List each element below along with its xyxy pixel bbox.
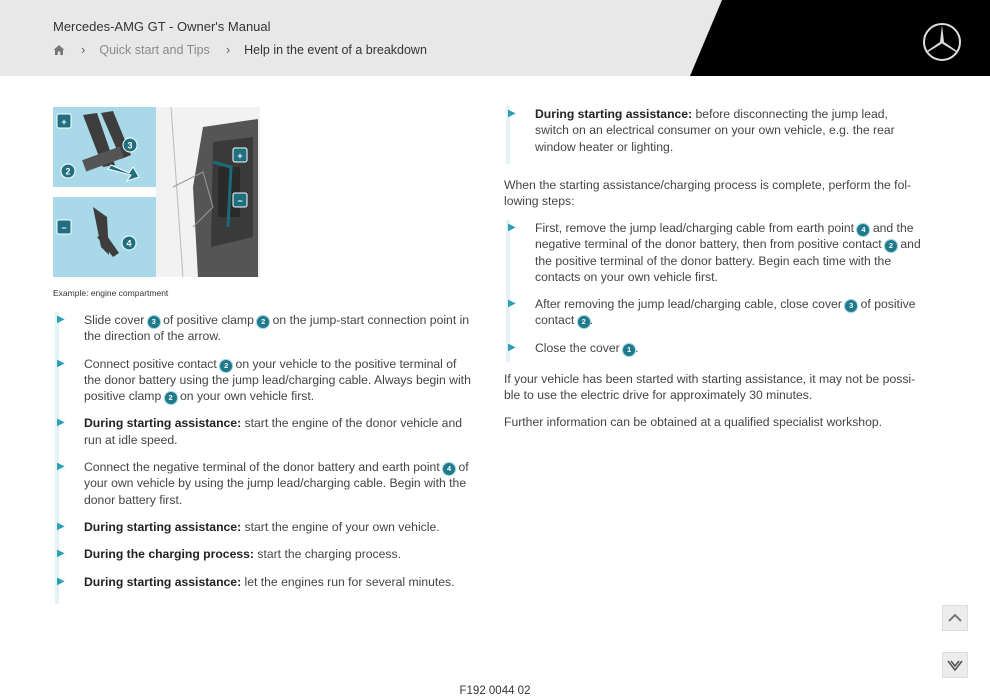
figure-callout-4: 4 [126, 238, 132, 249]
list-item: ▶ During starting assistance: let the engines run for several minutes. [57, 574, 455, 589]
callout-badge: 3 [148, 316, 160, 328]
callout-badge: 2 [257, 316, 269, 328]
arrow-bullet-icon: ▶ [57, 417, 65, 429]
chevron-up-icon [947, 613, 963, 623]
breadcrumb [53, 42, 427, 57]
header [0, 0, 990, 76]
arrow-bullet-icon: ▶ [508, 108, 516, 119]
figure-callout-minus: − [61, 223, 67, 233]
further-info-note: Further information can be obtained at a qualified specialist workshop. [504, 415, 883, 429]
list-item: ▶ Connect positive contact 2 on your vehicle to the positive terminal of the donor battery using the jump lead/charging cable. Always begin with positive clamp 2 on your own vehicle first. [57, 356, 471, 404]
home-icon[interactable] [53, 44, 65, 56]
arrow-bullet-icon: ▶ [508, 298, 516, 310]
engine-compartment-illustration [53, 107, 260, 277]
mercedes-star-icon[interactable] [922, 22, 962, 62]
figure-callout-plus-engine: + [237, 151, 243, 161]
callout-badge: 1 [623, 344, 635, 356]
list-item: ▶ During starting assistance: start the engine of your own vehicle. [57, 519, 440, 534]
arrow-bullet-icon: ▶ [57, 461, 65, 473]
list-item: ▶ During starting assistance: before disconnecting the jump lead, switch on an electrical consumer on your own vehicle, e.g. the rear window heater or lighting. [508, 107, 895, 154]
list-item: ▶ Slide cover 3 of positive clamp 2 on the jump-start connection point in the direction of the arrow. [57, 313, 470, 344]
list-item: ▶ During starting assistance: start the engine of the donor vehicle and run at idle speed. [57, 416, 463, 447]
arrow-bullet-icon: ▶ [57, 520, 65, 532]
callout-badge: 2 [220, 360, 232, 372]
callout-badge: 4 [443, 463, 455, 475]
figure-code: F192 0044 02 [459, 685, 531, 697]
list-item: ▶ Connect the negative terminal of the donor battery and earth point 4 of your own vehicle by using the jump lead/charging cable. Begin with the donor battery first. [57, 460, 469, 507]
procedure-steps-left [53, 312, 473, 601]
arrow-bullet-icon: ▶ [57, 548, 65, 560]
chevron-right-icon: › [225, 42, 231, 57]
procedure-steps-right [504, 220, 924, 367]
figure-callout-minus-engine: − [237, 196, 243, 206]
intro-paragraph: When the starting assistance/charging process is complete, perform the fol-lowing steps: [504, 178, 912, 209]
figure-callout-plus: + [61, 117, 67, 127]
figure-callout-3: 3 [127, 140, 133, 151]
arrow-bullet-icon: ▶ [57, 357, 65, 369]
list-item: ▶ After removing the jump lead/charging cable, close cover 3 of positive contact 2 . [508, 297, 916, 328]
list-item: ▶ First, remove the jump lead/charging cable from earth point 4 and the negative terminal of the donor battery, then from positive contact 2 and the positive terminal of the donor battery. Begin each time with the contacts on your own vehicle first. [508, 221, 921, 284]
arrow-bullet-icon: ▶ [57, 314, 65, 325]
figure-callout-2: 2 [65, 166, 71, 177]
scroll-to-top-button[interactable] [942, 605, 968, 631]
arrow-bullet-icon: ▶ [508, 222, 516, 233]
list-item: ▶ Close the cover 1 . [508, 340, 639, 355]
brand-emblem-button[interactable] [942, 652, 968, 678]
chevron-right-icon: › [81, 42, 86, 57]
breadcrumb-current: Help in the event of a breakdown [244, 42, 427, 57]
callout-badge: 2 [165, 392, 177, 404]
callout-badge: 2 [578, 316, 590, 328]
callout-badge: 4 [857, 224, 869, 236]
arrow-bullet-icon: ▶ [57, 575, 65, 587]
brand-emblem-icon [947, 658, 963, 672]
manual-title: Mercedes-AMG GT - Owner's Manual [53, 19, 271, 34]
breadcrumb-link-quick-start[interactable]: Quick start and Tips [99, 42, 210, 57]
electric-drive-note: If your vehicle has been started with starting assistance, it may not be possi-ble to use the electric drive for approximately 30 minutes. [504, 372, 916, 403]
arrow-bullet-icon: ▶ [508, 341, 516, 353]
callout-badge: 3 [845, 300, 857, 312]
procedure-step-before-disconnect [504, 106, 924, 166]
callout-badge: 2 [885, 240, 897, 252]
list-item: ▶ During the charging process: start the charging process. [57, 547, 401, 562]
figure-caption: Example: engine compartment [53, 288, 169, 298]
